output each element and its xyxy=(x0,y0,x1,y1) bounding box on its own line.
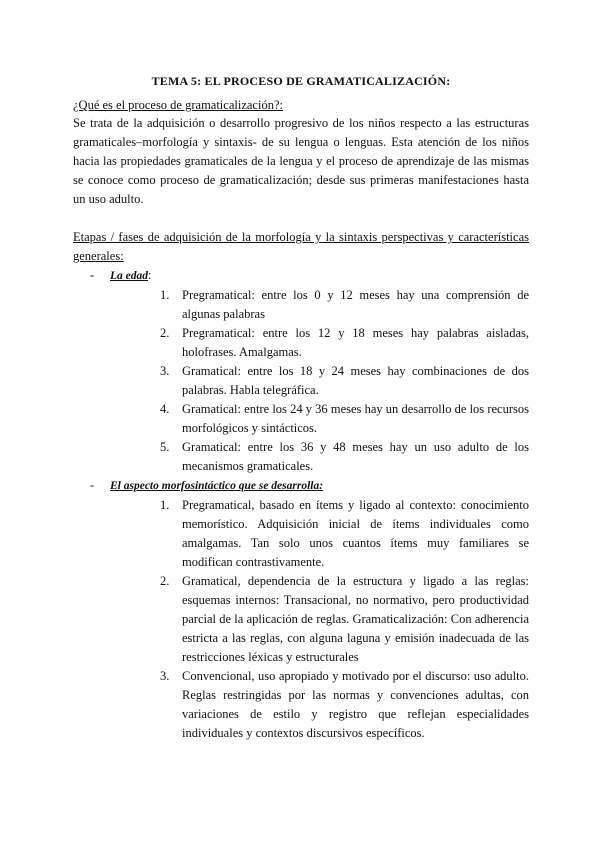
list-item xyxy=(110,400,529,438)
morphosyntax-stage-list xyxy=(110,496,529,743)
group-age xyxy=(73,266,529,476)
item-number: 3. xyxy=(160,364,170,378)
age-stage-list xyxy=(110,286,529,476)
dash-bullet: - xyxy=(90,478,95,492)
group-label: El aspecto morfosintáctico que se desarrolla: xyxy=(110,480,324,492)
list-item xyxy=(110,362,529,400)
stages-list xyxy=(73,266,529,743)
list-item xyxy=(110,438,529,476)
item-text: Pregramatical: entre los 12 y 18 meses hay palabras aisladas, holofrases. Amalgamas. xyxy=(182,326,529,359)
document-title: TEMA 5: EL PROCESO DE GRAMATICALIZACIÓN: xyxy=(151,74,451,88)
item-text: Gramatical: entre los 18 y 24 meses hay combinaciones de dos palabras. Habla telegráfica. xyxy=(182,364,529,397)
group-label-suffix: : xyxy=(148,268,152,282)
group-label: La edad xyxy=(110,270,149,282)
list-item xyxy=(110,667,529,743)
spacer xyxy=(73,209,529,228)
document-page xyxy=(73,73,529,743)
list-item xyxy=(110,496,529,572)
item-number: 1. xyxy=(160,498,170,512)
item-number: 1. xyxy=(160,288,170,302)
item-number: 5. xyxy=(160,440,170,454)
item-number: 3. xyxy=(160,669,170,683)
item-number: 4. xyxy=(160,402,170,416)
question-heading: ¿Qué es el proceso de gramaticalización?: xyxy=(73,98,283,112)
item-text: Gramatical: entre los 36 y 48 meses hay un uso adulto de los mecanismos gramaticales. xyxy=(182,440,529,473)
item-text: Gramatical: entre los 24 y 36 meses hay un desarrollo de los recursos morfológicos y sintácticos. xyxy=(182,402,529,435)
list-item xyxy=(110,324,529,362)
intro-paragraph: Se trata de la adquisición o desarrollo progresivo de los niños respecto a las estructuras gramaticales–morfología y sintaxis- de su lengua o lenguas. Esta atención de los niños hacia las propiedades gramaticales de la lengua y el proceso de aprendizaje de las mismas se conoce como proceso de gramaticalización; desde sus primeras manifestaciones hasta un uso adulto. xyxy=(73,116,529,206)
list-item xyxy=(110,572,529,667)
item-number: 2. xyxy=(160,574,170,588)
item-text: Convencional, uso apropiado y motivado por el discurso: uso adulto. Reglas restringidas por las normas y convenciones adultas, con variaciones de estilo y registro que reflejan especialidades individuales y contextos discursivos específicos. xyxy=(182,669,529,740)
dash-bullet: - xyxy=(90,268,95,282)
item-text: Pregramatical, basado en ítems y ligado al contexto: conocimiento memorístico. Adquisición inicial de ítems individuales como amalgamas. Tan solo unos cuantos ítems muy familiares se modifican contrastivamente. xyxy=(182,498,529,569)
group-morphosyntax xyxy=(73,476,529,743)
section-heading: Etapas / fases de adquisición de la morfología y la sintaxis perspectivas y características generales: xyxy=(73,230,529,263)
list-item xyxy=(110,286,529,324)
item-text: Gramatical, dependencia de la estructura y ligado a las reglas: esquemas internos: Transacional, no normativo, pero productividad parcial de la aplicación de reglas. Gramaticalización: Con adherencia estricta a las reglas, con alguna laguna y emisión inadecuada de las restricciones léxicas y estructurales xyxy=(182,574,529,664)
item-text: Pregramatical: entre los 0 y 12 meses hay una comprensión de algunas palabras xyxy=(182,288,529,321)
item-number: 2. xyxy=(160,326,170,340)
